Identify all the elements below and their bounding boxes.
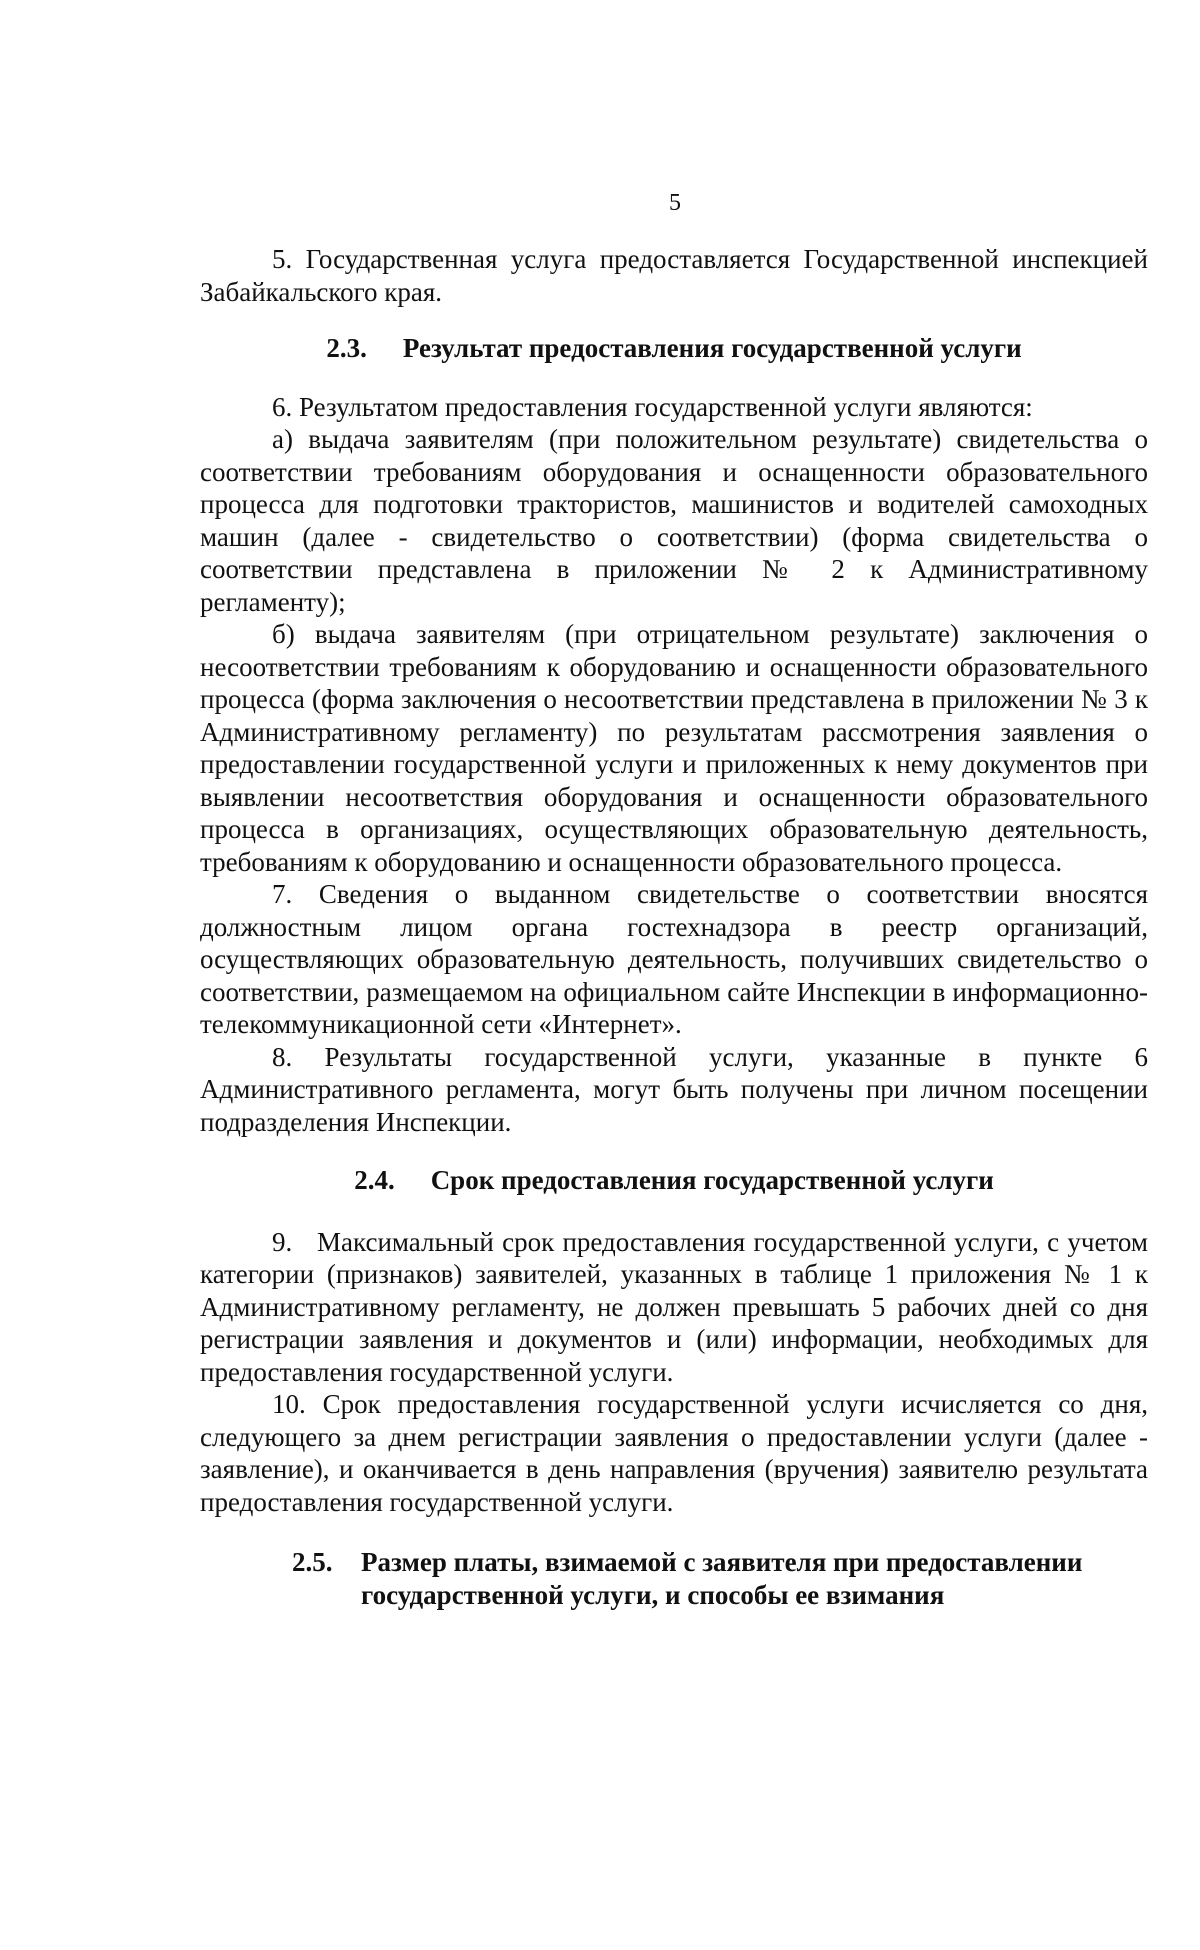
section-title: Срок предоставления государственной услуги [430,1165,994,1195]
section-title: Результат предоставления государственной услуги [402,333,1022,363]
paragraph-10: 10. Срок предоставления государственной услуги исчисляется со дня, следующего за днем регистрации заявления о предоставлении услуги (далее - заявление), и оканчивается в день направления (вручения) заявителю результата предоставления государственной услуги. [200,1389,1148,1517]
section-title: Размер платы, взимаемой с заявителя при предоставлении государственной услуги, и способы ее взимания [361,1547,1083,1610]
section-heading-2-3 [200,332,1148,365]
section-heading-2-4 [200,1164,1148,1197]
paragraph-7: 7. Сведения о выданном свидетельстве о соответствии вносятся должностным лицом органа гостехнадзора в реестр организаций, осуществляющих образовательную деятельность, получивших свидетельство о соответствии, размещаемом на официальном сайте Инспекции в информационно-телекоммуникационной сети «Интернет». [200,879,1148,1039]
section-heading-2-5 [200,1546,1148,1611]
section-number: 2.4. [354,1165,395,1195]
paragraph-5: 5. Государственная услуга предоставляется Государственной инспекцией Забайкальского края. [200,244,1148,307]
page-number: 5 [669,190,681,216]
paragraph-6: 6. Результатом предоставления государственной услуги являются: [272,391,1033,422]
paragraph-8: 8. Результаты государственной услуги, указанные в пункте 6 Административного регламента, могут быть получены при личном посещении подразделения Инспекции. [200,1041,1148,1137]
paragraph-6a: а) выдача заявителям (при положительном результате) свидетельства о соответствии требованиям оборудования и оснащенности образовательного процесса для подготовки трактористов, машинистов и водителей самоходных машин (далее - свидетельство о соответствии) (форма свидетельства о соответствии представлена в приложении № 2 к Административному регламенту); [200,424,1148,617]
paragraph-9: 9. Максимальный срок предоставления государственной услуги, с учетом категории (признаков) заявителей, указанных в таблице 1 приложения № 1 к Административному регламенту, не должен превышать 5 рабочих дней со дня регистрации заявления и документов и (или) информации, необходимых для предоставления государственной услуги. [200,1226,1155,1387]
section-number: 2.3. [326,333,367,363]
document-body [200,243,1155,1611]
paragraph-6b: б) выдача заявителям (при отрицательном результате) заключения о несоответствии требованиям к оборудованию и оснащенности образовательного процесса (форма заключения о несоответствии представлена в приложении № 3 к Административному регламенту) по результатам рассмотрения заявления о предоставлении государственной услуги и приложенных к нему документов при выявлении несоответствия оборудования и оснащенности образовательного процесса в организациях, осуществляющих образовательную деятельность, требованиям к оборудованию и оснащенности образовательного процесса. [200,619,1148,877]
section-number: 2.5. [292,1547,333,1577]
